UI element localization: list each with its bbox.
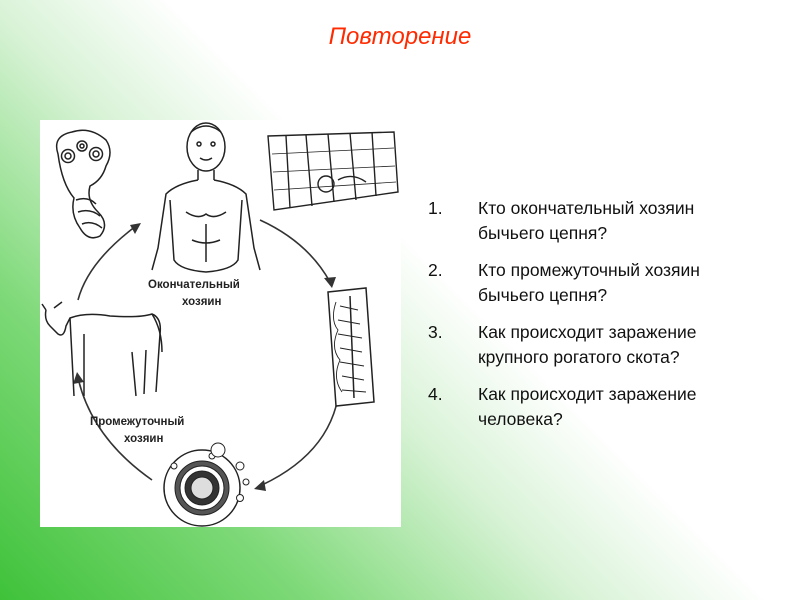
question-text-line1: Как происходит заражение [478, 322, 697, 342]
question-number: 3. [428, 322, 443, 342]
question-text-line2: бычьего цепня? [478, 223, 608, 243]
mature-proglottid-icon [328, 288, 374, 406]
question-text-line1: Кто окончательный хозяин [478, 198, 695, 218]
question-item-4 [428, 382, 788, 432]
question-item-1 [428, 196, 788, 246]
question-text-line2: человека? [478, 409, 563, 429]
question-number: 2. [428, 260, 443, 280]
question-text-line1: Кто промежуточный хозяин [478, 260, 700, 280]
final-host-label-line1: Окончательный [148, 279, 240, 291]
question-number: 1. [428, 198, 443, 218]
egg-oncosphere-icon [164, 443, 249, 526]
lifecycle-figure [40, 120, 401, 527]
question-item-2 [428, 258, 788, 308]
cow-icon [42, 302, 162, 396]
tapeworm-scolex-icon [57, 130, 110, 238]
question-list [428, 196, 788, 444]
question-item-3 [428, 320, 788, 370]
intermediate-host-label-line1: Промежуточный [90, 416, 185, 428]
question-text-line1: Как происходит заражение [478, 384, 697, 404]
final-host-label-line2: хозяин [182, 296, 222, 308]
proglottid-segments-icon [268, 132, 398, 210]
slide-title: Повторение [328, 23, 472, 50]
question-text-line2: бычьего цепня? [478, 285, 608, 305]
question-number: 4. [428, 384, 443, 404]
human-figure-icon [152, 123, 260, 272]
question-text-line2: крупного рогатого скота? [478, 347, 680, 367]
intermediate-host-label-line2: хозяин [124, 433, 164, 445]
